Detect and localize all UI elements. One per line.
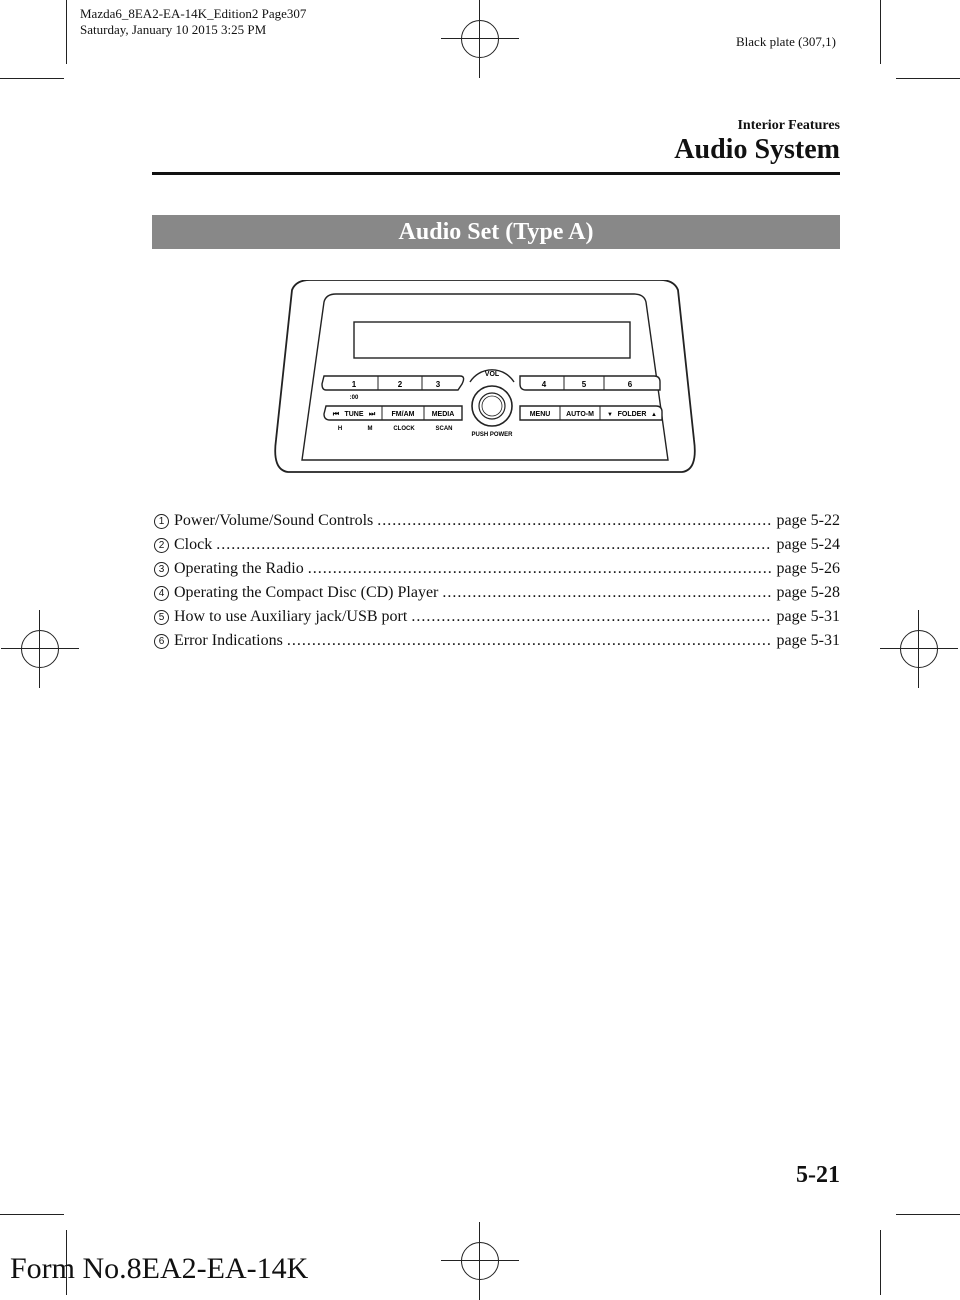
display-window — [354, 322, 630, 358]
toc-page: page 5-28 — [776, 584, 840, 601]
fm-am-button: FM/AM — [391, 411, 415, 418]
sub-label-scan: SCAN — [435, 426, 453, 432]
toc-number: 2 — [154, 538, 169, 553]
print-info-line2: Saturday, January 10 2015 3:25 PM — [80, 22, 267, 37]
crop-mark-top-left-v — [66, 0, 67, 64]
toc-item[interactable] — [154, 630, 840, 652]
section-title: Audio System — [674, 134, 840, 165]
toc-page: page 5-24 — [776, 536, 840, 553]
toc-label: Operating the Radio — [174, 560, 304, 577]
clock-sub-label: :00 — [349, 395, 359, 401]
tune-button: TUNE — [344, 411, 364, 418]
form-number: Form No.8EA2-EA-14K — [10, 1252, 309, 1285]
toc-number: 5 — [154, 610, 169, 625]
toc-label: Clock — [174, 536, 213, 553]
folder-up-icon: ▲ — [651, 412, 657, 418]
push-power-label: PUSH POWER — [471, 432, 513, 438]
header-rule — [152, 172, 840, 175]
menu-button: MENU — [529, 411, 551, 418]
print-info-line1: Mazda6_8EA2-EA-14K_Edition2 Page307 — [80, 6, 307, 21]
page-number: 5-21 — [796, 1162, 840, 1188]
plate-info: Black plate (307,1) — [736, 34, 836, 49]
vol-label: VOL — [484, 371, 500, 378]
crop-mark-bottom-right-h — [896, 1214, 960, 1215]
toc-item[interactable] — [154, 510, 840, 532]
preset-4: 4 — [541, 380, 547, 389]
auto-m-button: AUTO-M — [566, 411, 594, 418]
toc-leader — [442, 582, 772, 604]
toc-label: How to use Auxiliary jack/USB port — [174, 608, 408, 625]
section-category: Interior Features — [737, 118, 840, 133]
sub-label-h: H — [337, 426, 343, 432]
crop-mark-top-right-v — [880, 0, 881, 64]
media-button: MEDIA — [431, 411, 455, 418]
preset-5: 5 — [581, 380, 587, 389]
toc-label: Operating the Compact Disc (CD) Player — [174, 584, 439, 601]
tune-prev-icon: ⏮ — [332, 411, 340, 418]
tune-next-icon: ⏭ — [368, 411, 376, 418]
preset-6: 6 — [627, 380, 633, 389]
toc-page: page 5-26 — [776, 560, 840, 577]
toc-page: page 5-22 — [776, 512, 840, 529]
toc-leader — [377, 510, 772, 532]
sub-label-clock: CLOCK — [393, 426, 415, 432]
registration-mark-left — [1, 610, 79, 688]
registration-mark-right — [880, 610, 958, 688]
preset-3: 3 — [435, 380, 441, 389]
toc-label: Power/Volume/Sound Controls — [174, 512, 374, 529]
toc-label: Error Indications — [174, 632, 283, 649]
registration-mark-bottom — [441, 1222, 519, 1300]
toc-leader — [287, 630, 773, 652]
audio-panel-illustration — [270, 280, 700, 480]
registration-mark-top — [441, 0, 519, 78]
preset-row-left — [322, 376, 464, 390]
crop-mark-top-left-h — [0, 78, 64, 79]
toc-number: 1 — [154, 514, 169, 529]
toc-number: 6 — [154, 634, 169, 649]
sub-label-m: M — [367, 426, 373, 432]
toc-number: 4 — [154, 586, 169, 601]
toc-number: 3 — [154, 562, 169, 577]
toc-item[interactable] — [154, 582, 840, 604]
crop-mark-bottom-left-h — [0, 1214, 64, 1215]
toc-item[interactable] — [154, 558, 840, 580]
toc-item[interactable] — [154, 534, 840, 556]
crop-mark-top-right-h — [896, 78, 960, 79]
toc-item[interactable] — [154, 606, 840, 628]
folder-button: FOLDER — [617, 411, 647, 418]
toc-leader — [411, 606, 772, 628]
preset-1: 1 — [351, 380, 357, 389]
folder-down-icon: ▼ — [607, 412, 613, 418]
toc-leader — [216, 534, 772, 556]
crop-mark-bottom-right-v — [880, 1230, 881, 1295]
preset-2: 2 — [397, 380, 403, 389]
toc-page: page 5-31 — [776, 632, 840, 649]
toc-page: page 5-31 — [776, 608, 840, 625]
toc-leader — [308, 558, 773, 580]
section-banner: Audio Set (Type A) — [152, 215, 840, 249]
